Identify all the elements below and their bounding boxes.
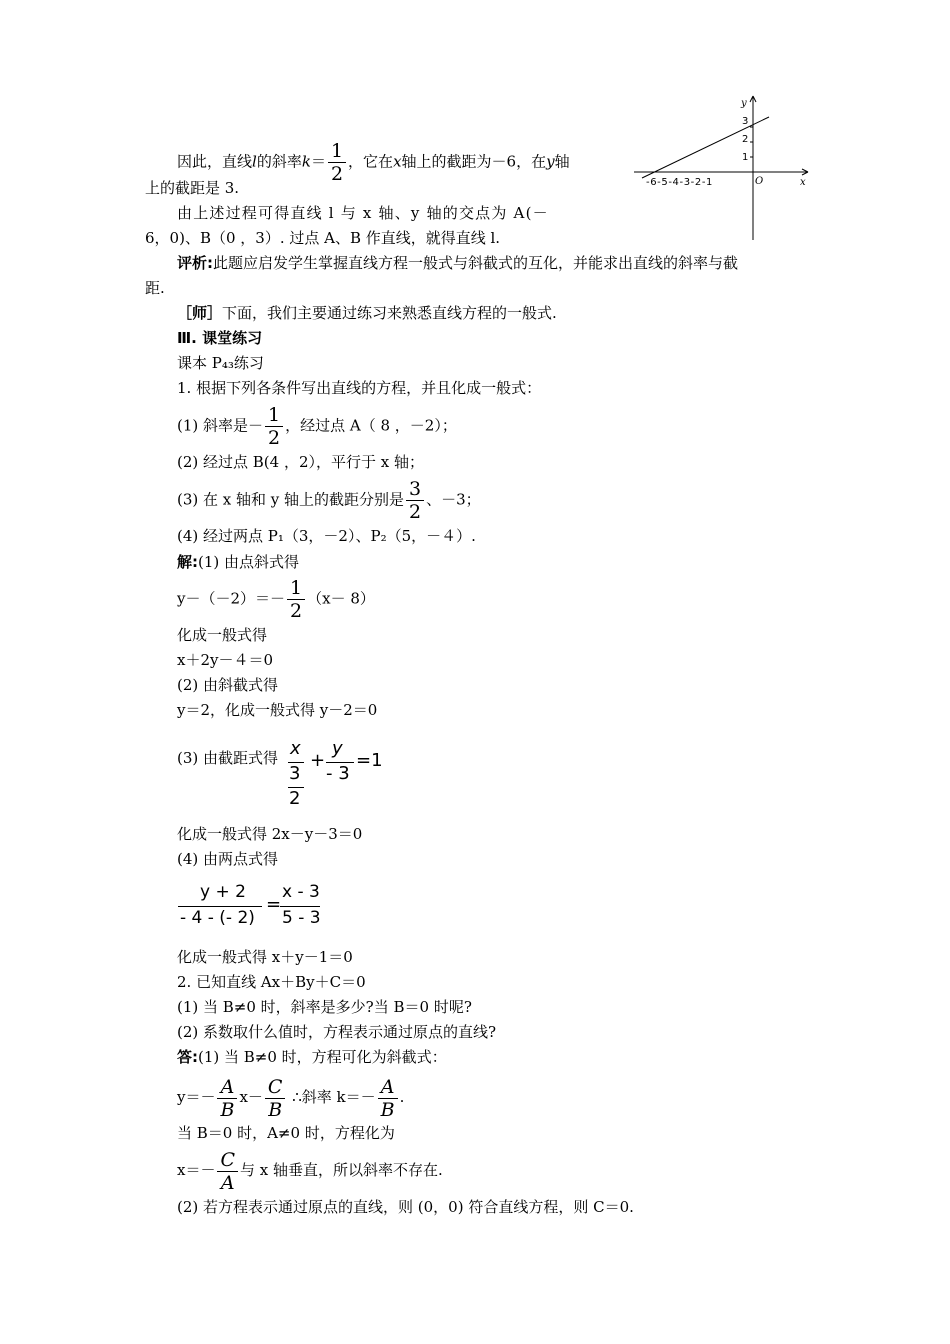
- fraction-bar: [280, 906, 320, 907]
- y-axis-label: y: [741, 98, 747, 109]
- denominator: 2: [330, 163, 344, 185]
- intercept-equation: [286, 738, 396, 810]
- text: .: [399, 1088, 405, 1106]
- equals-sign: =: [266, 894, 282, 915]
- intro-line-2: 上的截距是 3.: [145, 179, 240, 197]
- text: y: [546, 152, 555, 171]
- text: l: [252, 152, 257, 171]
- numerator: 1: [287, 577, 305, 600]
- text: (3) 在 x 轴和 y 轴上的截距分别是: [177, 490, 405, 509]
- q2-part-1: (1) 当 B≠0 时，斜率是多少?当 B＝0 时呢?: [177, 998, 472, 1016]
- solution-label: 解:: [177, 553, 198, 571]
- text: （x－ 8）: [307, 589, 375, 608]
- q1-part-4: (4) 经过两点 P₁（3，－2）、P₂（5，－４）.: [177, 527, 476, 545]
- comment-line: [177, 253, 738, 273]
- text: 因此，直线: [177, 152, 253, 171]
- section-title: Ⅲ. 课堂练习: [177, 329, 263, 347]
- denominator: 2: [409, 501, 422, 523]
- text: 轴上的截距为－6，在: [401, 152, 547, 171]
- fraction-a-over-b: [217, 1076, 237, 1121]
- q2-part-2: (2) 系数取什么值时，方程表示通过原点的直线?: [177, 1023, 497, 1041]
- inner-denominator: 2: [289, 788, 301, 809]
- text: y－（－2）＝－: [177, 589, 286, 608]
- sol1-general-label: 化成一般式得: [177, 626, 268, 644]
- ans2-line-3: (2) 若方程表示通过原点的直线，则 (0，0) 符合直线方程，则 C＝0.: [177, 1198, 634, 1216]
- numerator: A: [217, 1076, 237, 1099]
- ans2-line-1: [177, 1047, 447, 1067]
- text: x＝－: [177, 1161, 216, 1179]
- y-tick-label: 3: [742, 116, 749, 127]
- text: 与 x 轴垂直，所以斜率不存在.: [240, 1161, 443, 1179]
- text: ∴斜率 k＝－: [287, 1088, 376, 1106]
- intro-line-3: 由上述过程可得直线 l 与 x 轴、y 轴的交点为 A(－: [177, 204, 549, 222]
- sol1-part-4-general: 化成一般式得 x＋y－1＝0: [177, 948, 353, 966]
- fraction: [287, 577, 305, 622]
- origin-label: O: [755, 176, 764, 187]
- text: x: [393, 152, 402, 171]
- comment-text: 此题应启发学生掌握直线方程一般式与斜截式的互化，并能求出直线的斜率与截: [213, 254, 739, 272]
- sol1-general-eq: x＋2y－４＝0: [177, 651, 274, 669]
- numerator: 1: [265, 404, 283, 427]
- inner-numerator: 3: [289, 763, 301, 784]
- text: 的斜率: [256, 152, 302, 171]
- comment-label: 评析:: [177, 254, 213, 272]
- y-tick-label: 1: [742, 152, 749, 163]
- fraction-a-over-b: [378, 1076, 398, 1121]
- ans2-line-2: 当 B＝0 时，A≠0 时，方程化为: [177, 1124, 395, 1142]
- denominator: 2: [290, 600, 303, 622]
- sol1-part-3-label: (3) 由截距式得: [177, 749, 279, 767]
- text: 、－3；: [426, 490, 481, 509]
- sol1-part-4-label: (4) 由两点式得: [177, 850, 279, 868]
- sol1-part-2: (2) 由斜截式得: [177, 676, 279, 694]
- intercept-fraction: [406, 478, 424, 523]
- sol1-line-1: [177, 552, 299, 572]
- teacher-label: ［师］: [177, 304, 223, 322]
- q2-stem: 2. 已知直线 Ax＋By＋C＝0: [177, 973, 366, 991]
- fraction-bar: [178, 906, 262, 907]
- intro-line-4: 6，0)、B（0 ，3）. 过点 A、B 作直线，就得直线 l.: [145, 229, 501, 247]
- text: k: [301, 152, 311, 171]
- slope-fraction: [265, 404, 283, 449]
- text: ，经过点 A（ 8 ，－2）；: [285, 416, 457, 435]
- line-l: [642, 117, 769, 178]
- right-numerator: x - 3: [282, 882, 320, 902]
- teacher-text: 下面，我们主要通过练习来熟悉直线方程的一般式.: [222, 304, 557, 322]
- sol1-part-2-eq: y＝2，化成一般式得 y－2＝0: [177, 701, 378, 719]
- coordinate-graph: [632, 92, 812, 242]
- numerator: A: [378, 1076, 398, 1099]
- q1-part-1: [177, 404, 457, 449]
- sol1-eq-1: [177, 577, 375, 622]
- denominator: B: [220, 1098, 235, 1121]
- ans2-eq-1: [177, 1075, 404, 1121]
- left-denominator: - 4 - (- 2): [180, 908, 255, 928]
- denominator: B: [380, 1098, 395, 1121]
- right-denominator: 5 - 3: [282, 908, 321, 928]
- two-point-equation: [178, 882, 338, 932]
- text: (1) 当 B≠0 时，方程可化为斜截式：: [198, 1048, 447, 1066]
- denominator: 2: [268, 427, 281, 449]
- text: (1) 斜率是－: [177, 416, 264, 435]
- x-numerator: x: [290, 738, 301, 759]
- text: x－: [239, 1088, 263, 1106]
- comment-line-2: 距.: [145, 279, 165, 297]
- textbook-ref: 课本 P₄₃练习: [177, 354, 264, 372]
- x-tick-labels: -6-5-4-3-2-1: [646, 177, 714, 188]
- y-tick-label: 2: [742, 134, 749, 145]
- numerator: C: [217, 1149, 238, 1172]
- numerator: 1: [328, 140, 346, 163]
- numerator: C: [265, 1076, 286, 1099]
- text: 轴: [554, 152, 570, 171]
- denominator: A: [220, 1171, 235, 1194]
- teacher-line: [177, 303, 557, 323]
- x-axis-label: x: [800, 177, 806, 188]
- denominator: B: [268, 1098, 283, 1121]
- left-numerator: y + 2: [200, 882, 246, 902]
- text: ，它在: [348, 152, 394, 171]
- plus-sign: +: [310, 750, 326, 771]
- fraction-c-over-b: [265, 1076, 286, 1121]
- numerator: 3: [406, 478, 424, 501]
- denominator: - 3: [326, 763, 350, 784]
- q1-part-3: [177, 478, 481, 523]
- equals-one: =1: [356, 750, 383, 771]
- fraction-c-over-a: [217, 1149, 238, 1194]
- text: y＝－: [177, 1088, 216, 1106]
- sol1-part-3-general: 化成一般式得 2x－y－3＝0: [177, 825, 363, 843]
- q1-stem: 1. 根据下列各条件写出直线的方程，并且化成一般式：: [177, 379, 542, 397]
- ans2-eq-2: [177, 1148, 443, 1194]
- q1-part-2: (2) 经过点 B(4 ，2），平行于 x 轴；: [177, 453, 425, 471]
- slope-fraction: [328, 140, 346, 185]
- answer-label: 答:: [177, 1048, 198, 1066]
- text: (1) 由点斜式得: [198, 553, 300, 571]
- y-numerator: y: [332, 738, 343, 759]
- text: ＝: [310, 152, 326, 171]
